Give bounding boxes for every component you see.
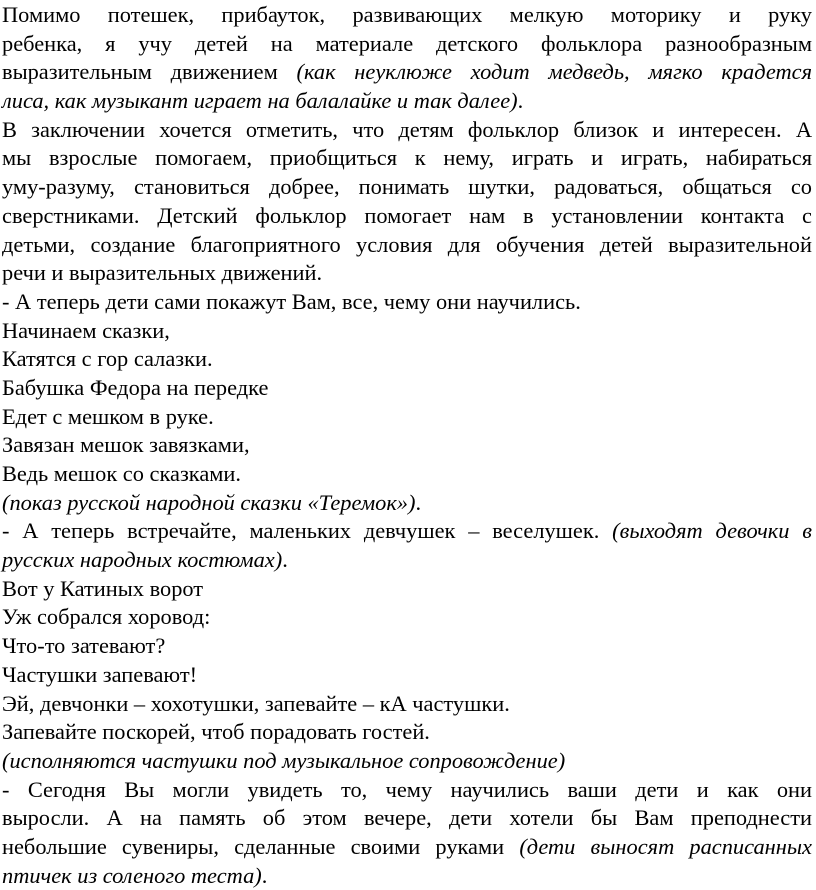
- text-line: [2, 30, 812, 59]
- text-line: [2, 317, 812, 346]
- body-text: сверстниками. Детский фольклор помогает нам в установлении контакта с: [2, 202, 812, 228]
- body-text: - А теперь встречайте, маленьких девчушек – веселушек.: [2, 518, 613, 544]
- text-line: [2, 173, 812, 202]
- paragraph: [2, 317, 812, 346]
- stage-direction-text: (как неуклюже ходит медведь, мягко крадется: [296, 59, 812, 85]
- text-line: [2, 87, 812, 116]
- body-text: ребенка, я учу детей на материале детского фольклора разнообразным: [2, 30, 812, 56]
- text-line: [2, 747, 812, 776]
- body-text: мы взрослые помогаем, приобщиться к нему, играть и играть, набираться: [2, 145, 812, 171]
- paragraph: [2, 776, 812, 890]
- body-text: уму-разуму, становиться добрее, понимать шутки, радоваться, общаться со: [2, 174, 812, 200]
- body-text: Катятся с гор салазки.: [2, 346, 213, 372]
- text-line: [2, 58, 812, 87]
- body-text: Ведь мешок со сказками.: [2, 461, 242, 486]
- paragraph: [2, 690, 812, 719]
- paragraph: [2, 718, 812, 747]
- paragraph: [2, 403, 812, 432]
- paragraph: [2, 575, 812, 604]
- body-text: - Сегодня Вы могли увидеть то, чему научились ваши дети и как они: [2, 776, 812, 802]
- text-line: [2, 575, 812, 604]
- document-body: [2, 1, 812, 890]
- body-text: речи и выразительных движений.: [2, 260, 323, 286]
- text-line: [2, 603, 812, 632]
- body-text: Начинаем сказки,: [2, 317, 170, 343]
- text-line: [2, 144, 812, 173]
- body-text: - А теперь дети сами покажут Вам, все, чему они научились.: [2, 288, 581, 314]
- text-line: [2, 460, 812, 489]
- text-line: [2, 661, 812, 690]
- text-line: [2, 632, 812, 661]
- body-text: Что-то затевают?: [2, 633, 166, 659]
- text-line: [2, 231, 812, 260]
- body-text: Бабушка Федора на передке: [2, 374, 269, 400]
- text-line: [2, 833, 812, 862]
- body-text: Завязан мешок завязками,: [2, 432, 250, 458]
- text-line: [2, 517, 812, 546]
- text-line: [2, 804, 812, 833]
- paragraph: [2, 116, 812, 288]
- body-text: Уж собрался хоровод:: [2, 604, 211, 630]
- paragraph: [2, 517, 812, 574]
- body-text: В заключении хочется отметить, что детям фольклор близок и интересен. А: [2, 116, 812, 142]
- stage-direction-text: (дети выносят расписанных: [519, 833, 812, 859]
- paragraph: [2, 1, 812, 116]
- stage-direction-text: (показ русской народной сказки «Теремок»): [2, 489, 416, 515]
- text-line: [2, 718, 812, 747]
- text-line: [2, 259, 812, 288]
- text-line: [2, 288, 812, 317]
- body-text: .: [415, 489, 422, 515]
- stage-direction-text: лиса, как музыкант играет на балалайке и так далее): [2, 88, 518, 114]
- text-line: [2, 776, 812, 805]
- paragraph: [2, 603, 812, 632]
- text-line: [2, 546, 812, 575]
- paragraph: [2, 661, 812, 690]
- paragraph: [2, 288, 812, 317]
- paragraph: [2, 345, 812, 374]
- body-text: детьми, создание благоприятного условия для обучения детей выразительной: [2, 231, 812, 257]
- stage-direction-text: (выходят девочки в: [612, 518, 812, 544]
- text-line: [2, 1, 812, 30]
- body-text: Помимо потешек, прибауток, развивающих мелкую моторику и руку: [2, 2, 812, 27]
- stage-direction-text: (исполняются частушки под музыкальное сопровождение): [2, 747, 566, 773]
- text-line: [2, 345, 812, 374]
- text-line: [2, 690, 812, 719]
- text-line: [2, 116, 812, 145]
- paragraph: [2, 489, 812, 518]
- body-text: выразительным движением: [2, 59, 297, 85]
- paragraph: [2, 374, 812, 403]
- paragraph: [2, 460, 812, 489]
- body-text: Запевайте поскорей, чтоб порадовать гостей.: [2, 719, 430, 745]
- body-text: Вот у Катиных ворот: [2, 575, 204, 601]
- body-text: .: [517, 88, 524, 114]
- paragraph: [2, 747, 812, 776]
- paragraph: [2, 431, 812, 460]
- body-text: .: [261, 862, 268, 888]
- body-text: Частушки запевают!: [2, 661, 198, 687]
- body-text: Эй, девчонки – хохотушки, запевайте – кА частушки.: [2, 690, 510, 716]
- body-text: небольшие сувениры, сделанные своими руками: [2, 833, 520, 859]
- text-line: [2, 862, 812, 890]
- stage-direction-text: русских народных костюмах): [2, 547, 283, 573]
- text-line: [2, 431, 812, 460]
- text-line: [2, 489, 812, 518]
- body-text: .: [282, 547, 288, 573]
- body-text: выросли. А на память об этом вечере, дети хотели бы Вам преподнести: [2, 805, 812, 831]
- stage-direction-text: птичек из соленого теста): [2, 862, 262, 888]
- paragraph: [2, 632, 812, 661]
- text-line: [2, 403, 812, 432]
- text-line: [2, 374, 812, 403]
- text-line: [2, 202, 812, 231]
- body-text: Едет с мешком в руке.: [2, 403, 214, 429]
